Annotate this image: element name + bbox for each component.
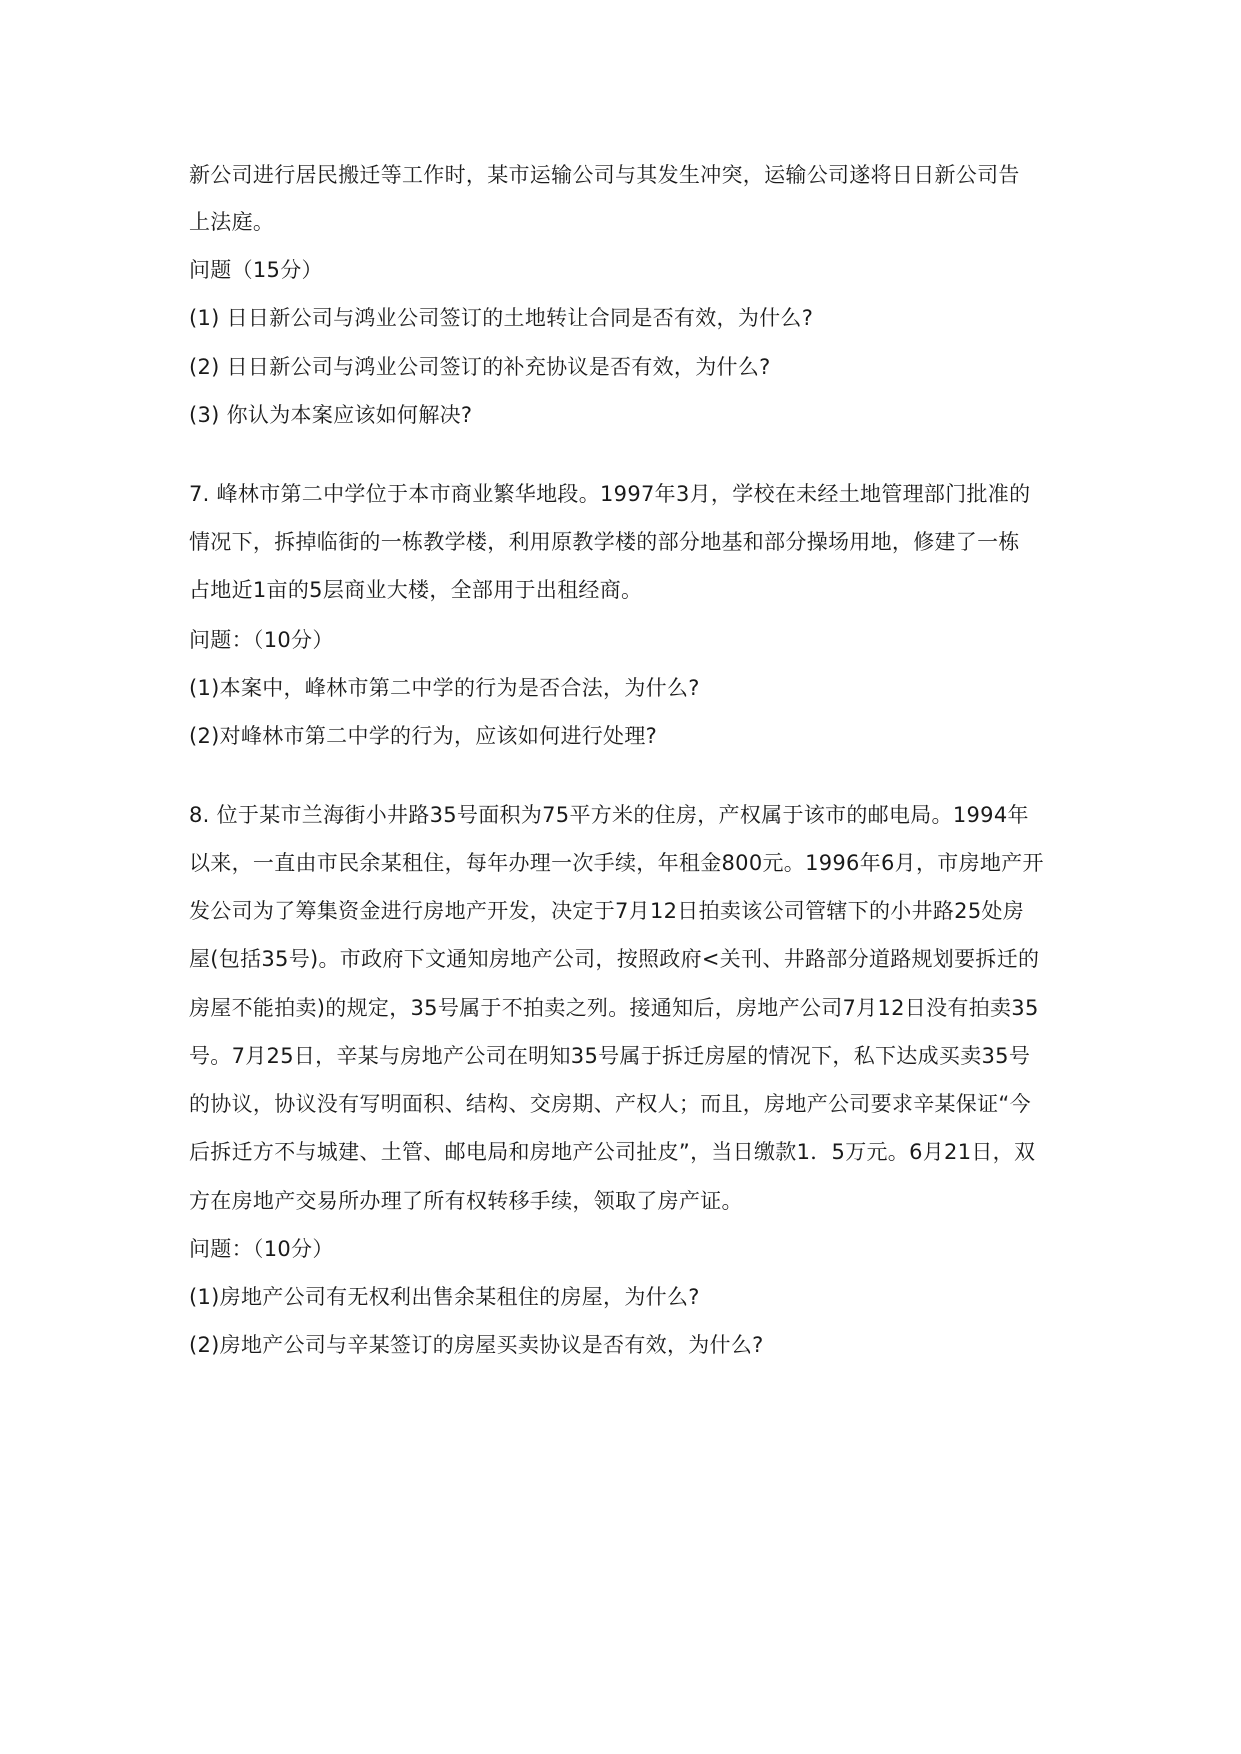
question-heading: 问题：（10分） xyxy=(189,1237,334,1261)
case-paragraph-line: 的协议，协议没有写明面积、结构、交房期、产权人；而且，房地产公司要求辛某保证“今 xyxy=(189,1092,1031,1116)
question-item: (2) 日日新公司与鸿业公司签订的补充协议是否有效，为什么? xyxy=(189,355,771,379)
question-item: (2)房地产公司与辛某签订的房屋买卖协议是否有效，为什么? xyxy=(189,1333,764,1357)
question-heading: 问题（15分） xyxy=(189,258,323,282)
case-paragraph-line: 占地近1亩的5层商业大楼，全部用于出租经商。 xyxy=(189,578,643,602)
case-paragraph-line: 后拆迁方不与城建、土管、邮电局和房地产公司扯皮”，当日缴款1．5万元。6月21日，双 xyxy=(189,1140,1036,1164)
question-item: (3) 你认为本案应该如何解决? xyxy=(189,403,473,427)
question-item: (2)对峰林市第二中学的行为，应该如何进行处理? xyxy=(189,724,658,748)
question-item: (1)房地产公司有无权利出售余某租住的房屋，为什么? xyxy=(189,1285,700,1309)
case-paragraph-line: 屋(包括35号)。市政府下文通知房地产公司，按照政府<关刊、井路部分道路规划要拆迁的 xyxy=(189,947,1040,971)
case-paragraph-line: 发公司为了筹集资金进行房地产开发，决定于7月12日拍卖该公司管辖下的小井路25处房 xyxy=(189,899,1025,923)
question-item: (1) 日日新公司与鸿业公司签订的土地转让合同是否有效，为什么? xyxy=(189,306,814,330)
case-paragraph-line: 方在房地产交易所办理了所有权转移手续，领取了房产证。 xyxy=(189,1189,743,1213)
case-paragraph-line: 以来，一直由市民余某租住，每年办理一次手续，年租金800元。1996年6月，市房地产开 xyxy=(189,851,1044,875)
case-paragraph-line: 房屋不能拍卖)的规定，35号属于不拍卖之列。接通知后，房地产公司7月12日没有拍卖35 xyxy=(189,996,1039,1020)
case-paragraph-line: 7. 峰林市第二中学位于本市商业繁华地段。1997年3月，学校在未经土地管理部门批准的 xyxy=(189,482,1031,506)
case-paragraph-line: 8. 位于某市兰海街小井路35号面积为75平方米的住房，产权属于该市的邮电局。1994年 xyxy=(189,803,1029,827)
question-heading: 问题：（10分） xyxy=(189,628,334,652)
case-paragraph-line: 情况下，拆掉临街的一栋教学楼，利用原教学楼的部分地基和部分操场用地，修建了一栋 xyxy=(189,530,1020,554)
case-paragraph-line: 号。7月25日，辛某与房地产公司在明知35号属于拆迁房屋的情况下，私下达成买卖35号 xyxy=(189,1044,1031,1068)
question-item: (1)本案中，峰林市第二中学的行为是否合法，为什么? xyxy=(189,676,700,700)
paragraph-line: 新公司进行居民搬迁等工作时，某市运输公司与其发生冲突，运输公司遂将日日新公司告 xyxy=(189,163,1020,187)
paragraph-line: 上法庭。 xyxy=(189,210,275,234)
